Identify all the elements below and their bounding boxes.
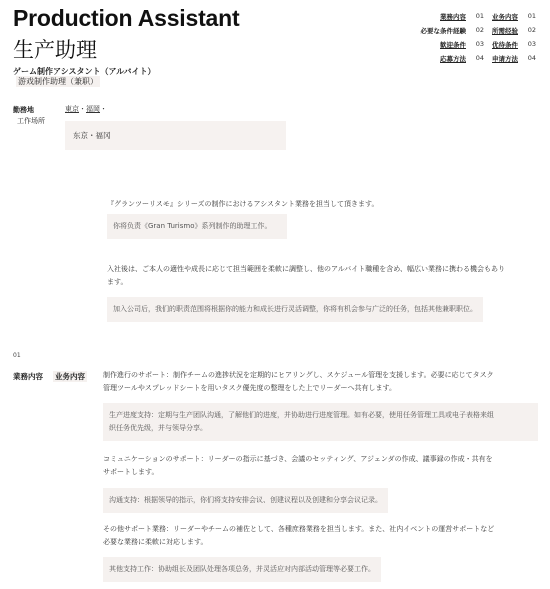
duty-item-communication-line-2: サポートします。 (103, 468, 159, 476)
section-number: 01 (13, 352, 21, 359)
duty-item-progress (103, 369, 538, 395)
location-separator: ・ (100, 105, 107, 113)
duty-item-progress-translation-line-2: 织任务优先级，并与领导分享。 (109, 424, 207, 432)
toc-num: 01 (475, 12, 484, 20)
intro-paragraph-1: 『グランツーリスモ』シリーズの制作におけるアシスタント業務を担当して頂きます。 (107, 200, 379, 208)
duty-item-progress-translation (103, 403, 538, 441)
page-title-ja: 生产助理 (13, 38, 97, 62)
table-of-contents (421, 9, 537, 65)
page-subtitle-ja: ゲーム制作アシスタント（アルバイト） (13, 67, 156, 76)
page-subtitle-zh: 游戏制作助理（兼职） (18, 77, 98, 86)
toc-link-requirements-zh[interactable]: 所需经验 (492, 26, 518, 35)
toc-link-preferred-zh[interactable]: 优待条件 (492, 40, 518, 49)
toc-link-apply-zh[interactable]: 申请方法 (492, 54, 518, 63)
page-title-en: Production Assistant (13, 5, 240, 31)
location-link-fukuoka[interactable]: 福岡 (86, 105, 100, 113)
toc-link-duties-ja[interactable]: 業務内容 (440, 12, 466, 21)
location-links (65, 104, 107, 114)
toc-link-preferred-ja[interactable]: 歓迎条件 (440, 40, 466, 49)
toc-num: 02 (527, 26, 536, 34)
intro-paragraph-2 (107, 263, 537, 289)
intro-paragraph-2-line-1: 入社後は、ご本人の適性や成長に応じて担当範囲を柔軟に調整し、他のアルバイト職種を含め、幅広い業務に携わる機会もあり (107, 265, 505, 273)
duty-item-progress-line-2: 管理ツールやスプレッドシートを用いタスク優先度の整理をした上でリーダーへ共有します。 (103, 384, 396, 392)
toc-num: 04 (527, 54, 536, 62)
toc-link-requirements-ja[interactable]: 必要な条件経験 (420, 26, 466, 35)
duty-item-communication (103, 453, 538, 479)
toc-num: 04 (475, 54, 484, 62)
duty-item-other (103, 523, 538, 549)
toc-link-apply-ja[interactable]: 応募方法 (440, 54, 466, 63)
toc-num: 03 (527, 40, 536, 48)
location-label-ja: 勤務地 (13, 106, 34, 114)
intro-translation-1: 你将负责《Gran Turismo》系列制作的助理工作。 (107, 214, 287, 239)
duty-item-progress-translation-line-1: 生产进度支持：定期与生产团队沟通，了解他们的进度，并协助进行进度管理。如有必要，使用任务管理工具或电子表格来组 (109, 411, 494, 419)
intro-translation-2: 加入公司后，我们的职责范围将根据你的能力和成长进行灵活调整，你将有机会参与广泛的任务，包括其他兼职职位。 (107, 297, 483, 322)
duty-item-other-line-2: 必要な業務に柔軟に対応します。 (103, 538, 208, 546)
location-link-tokyo[interactable]: 東京 (65, 105, 79, 113)
toc-num: 03 (475, 40, 484, 48)
toc-num: 01 (527, 12, 536, 20)
duty-item-progress-line-1: 制作進行のサポート：制作チームの進捗状況を定期的にヒアリングし、スケジュール管理を支援します。必要に応じてタスク (103, 371, 494, 379)
location-translation: 东京・福冈 (65, 121, 286, 150)
intro-paragraph-2-line-2: ます。 (107, 278, 128, 286)
location-separator: ・ (79, 105, 86, 113)
duty-item-communication-translation: 沟通支持：根据领导的指示，你们将支持安排会议、创建议程以及创建和分享会议记录。 (103, 488, 388, 513)
toc-num: 02 (475, 26, 484, 34)
duty-item-other-translation: 其他支持工作：协助组长及团队处理各项总务，并灵活应对内部活动管理等必要工作。 (103, 557, 381, 582)
duty-item-communication-line-1: コミュニケーションのサポート：リーダーの指示に基づき、会議のセッティング、アジェンダの作成、議事録の作成・共有を (103, 455, 493, 463)
section-title-duties-ja: 業務内容 (13, 372, 43, 381)
duty-item-other-line-1: その他サポート業務：リーダーやチームの補佐として、各種庶務業務を担当します。また、社内イベントの運営サポートなど (103, 525, 495, 533)
section-title-duties-zh: 业务内容 (55, 372, 85, 381)
location-label-zh: 工作场所 (17, 117, 45, 125)
toc-link-duties-zh[interactable]: 业务内容 (492, 12, 518, 21)
